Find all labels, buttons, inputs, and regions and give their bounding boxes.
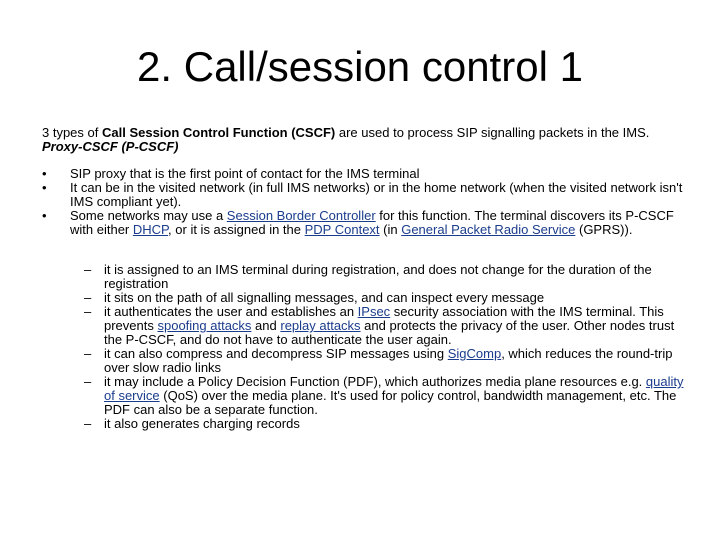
dash-text: security association with the IMS terminal. This prevents bbox=[104, 304, 664, 333]
dash-text: and protects the privacy of the user. Other nodes trust the P-CSCF, and do not have to authenticate the user again. bbox=[104, 318, 675, 347]
dash-item bbox=[42, 375, 692, 417]
bullet-icon: • bbox=[42, 208, 47, 223]
dash-list bbox=[42, 263, 692, 431]
dash-item bbox=[42, 305, 692, 347]
intro-prefix: 3 types of bbox=[42, 125, 102, 140]
bullet-icon: • bbox=[42, 180, 47, 195]
link-session-border-controller[interactable]: Session Border Controller bbox=[226, 208, 376, 223]
bullet-text: (in bbox=[379, 222, 402, 237]
link-gprs[interactable]: General Packet Radio Service bbox=[401, 222, 576, 237]
dash-text: it sits on the path of all signalling messages, and can inspect every message bbox=[104, 290, 545, 305]
link-pdp-context[interactable]: PDP Context bbox=[304, 222, 380, 237]
dash-text: it also generates charging records bbox=[104, 416, 300, 431]
intro-suffix: are used to process SIP signalling packets in the IMS. bbox=[335, 125, 650, 140]
dash-text: and bbox=[251, 318, 281, 333]
slide-title: 2. Call/session control 1 bbox=[137, 43, 583, 90]
slide-body bbox=[42, 126, 692, 431]
dash-icon: – bbox=[84, 290, 92, 305]
dash-icon: – bbox=[84, 304, 92, 319]
bullet-text: Some networks may use a bbox=[70, 208, 227, 223]
dash-icon: – bbox=[84, 374, 92, 389]
dash-text: (QoS) over the media plane. It's used for policy control, bandwidth management, etc. The PDF can also be a separate function. bbox=[104, 388, 677, 417]
link-dhcp[interactable]: DHCP bbox=[132, 222, 169, 237]
intro-bold-term: Call Session Control Function (CSCF) bbox=[101, 125, 336, 140]
dash-text: it is assigned to an IMS terminal during registration, and does not change for the duration of the registration bbox=[104, 262, 652, 291]
link-spoofing-attacks[interactable]: spoofing attacks bbox=[157, 318, 252, 333]
bullet-text: , or it is assigned in the bbox=[168, 222, 305, 237]
dash-text: it may include a Policy Decision Function (PDF), which authorizes media plane resources e.g. bbox=[104, 374, 646, 389]
bullet-item bbox=[42, 209, 692, 237]
link-ipsec[interactable]: IPsec bbox=[357, 304, 391, 319]
bullet-list bbox=[42, 167, 692, 237]
intro-paragraph bbox=[42, 126, 692, 140]
dash-icon: – bbox=[84, 262, 92, 277]
dash-item bbox=[42, 263, 692, 291]
bullet-text: SIP proxy that is the first point of contact for the IMS terminal bbox=[70, 166, 420, 181]
bullet-text: It can be in the visited network (in full IMS networks) or in the home network (when the visited network isn't IMS compliant yet). bbox=[70, 180, 683, 209]
bullet-item bbox=[42, 167, 692, 181]
link-sigcomp[interactable]: SigComp bbox=[447, 346, 502, 361]
bullet-text: for this function. The terminal discovers its P-CSCF with either bbox=[70, 208, 674, 237]
dash-text: it authenticates the user and establishes an bbox=[104, 304, 358, 319]
dash-item bbox=[42, 417, 692, 431]
bullet-text: (GPRS)). bbox=[575, 222, 633, 237]
bullet-icon: • bbox=[42, 166, 47, 181]
link-quality-of-service[interactable]: quality of service bbox=[104, 374, 684, 403]
dash-icon: – bbox=[84, 346, 92, 361]
proxy-cscf-heading: Proxy-CSCF (P-CSCF) bbox=[42, 139, 179, 154]
bullet-item bbox=[42, 181, 692, 209]
dash-icon: – bbox=[84, 416, 92, 431]
dash-text: , which reduces the round-trip over slow radio links bbox=[104, 346, 673, 375]
dash-item bbox=[42, 347, 692, 375]
dash-text: it can also compress and decompress SIP messages using bbox=[104, 346, 448, 361]
link-replay-attacks[interactable]: replay attacks bbox=[280, 318, 361, 333]
dash-item bbox=[42, 291, 692, 305]
